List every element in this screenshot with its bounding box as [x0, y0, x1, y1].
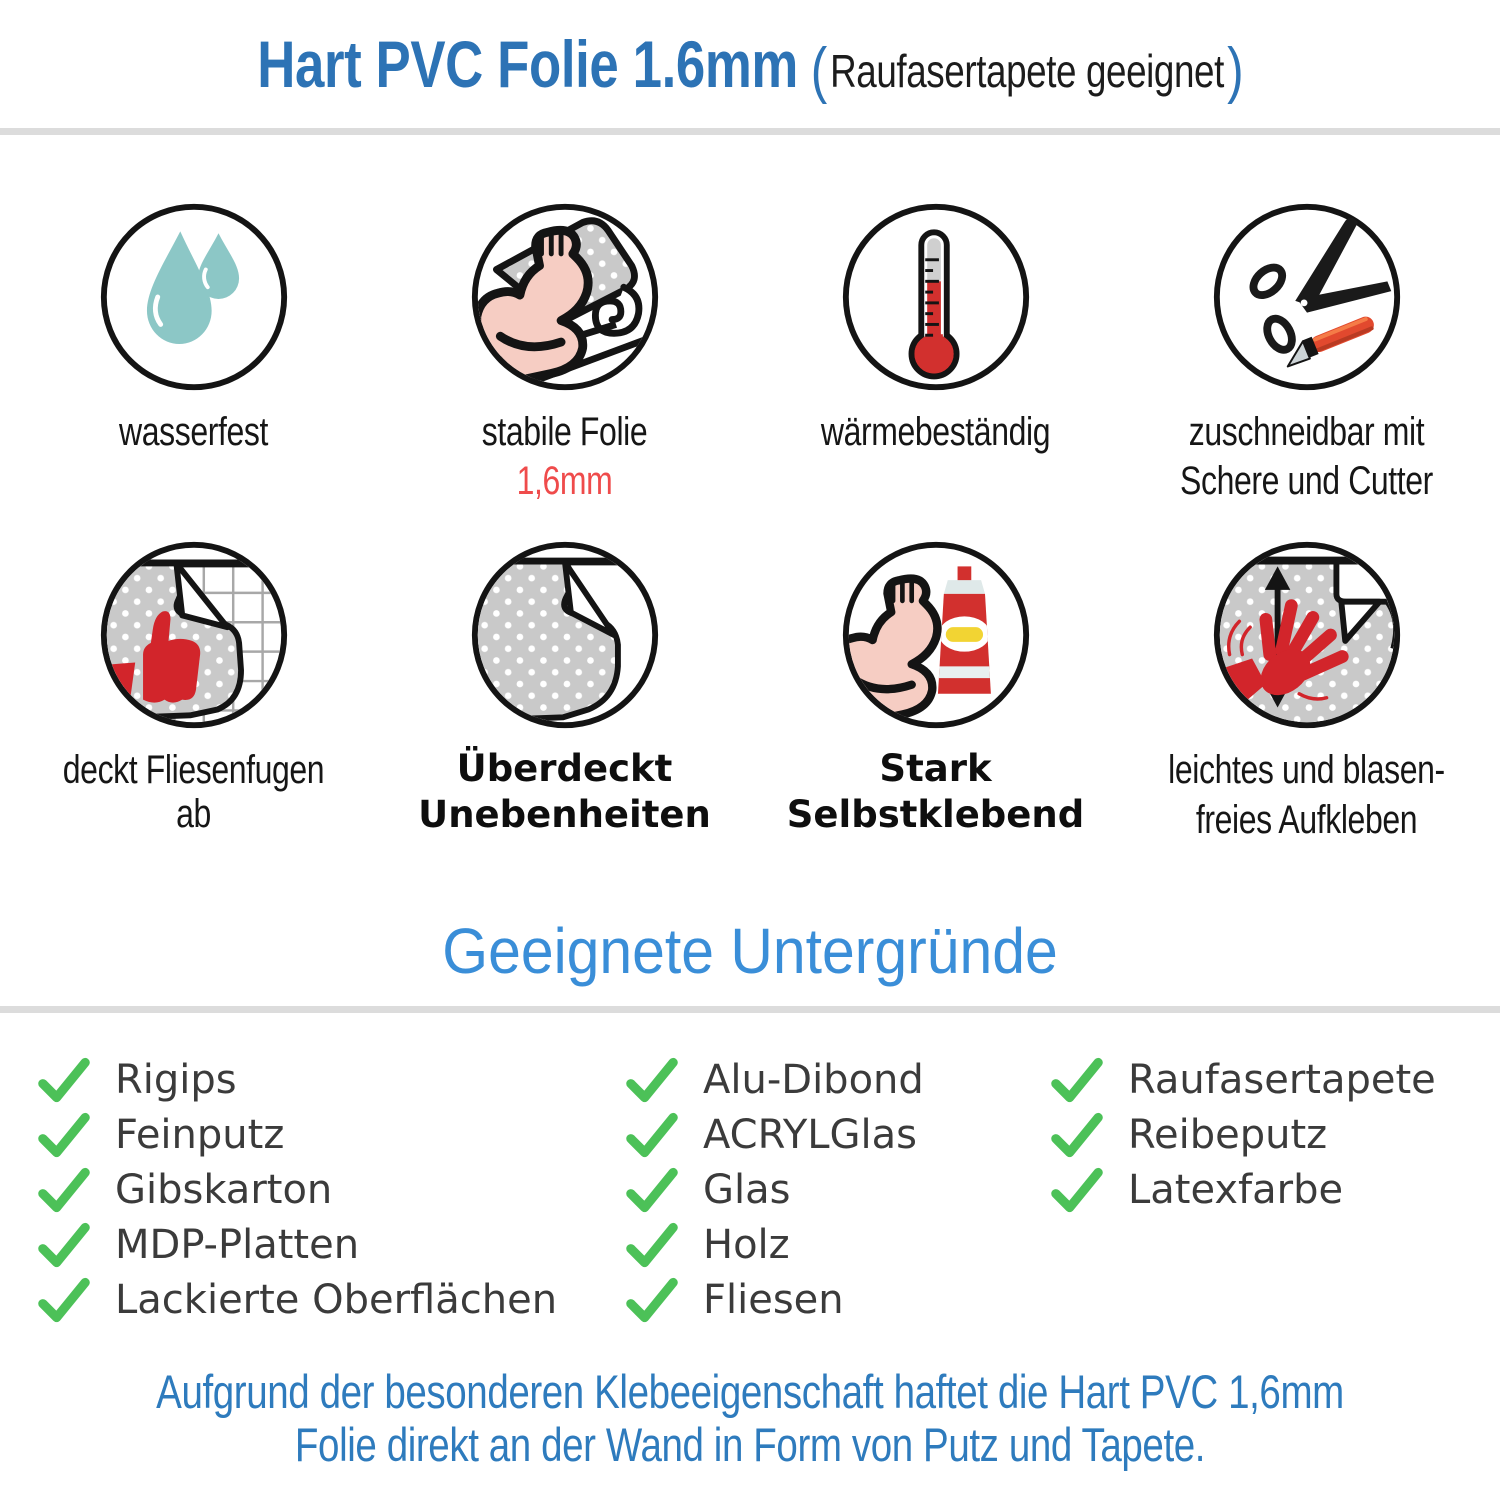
- substrates-column-1: [36, 1056, 624, 1323]
- substrate-label: Latexfarbe: [1128, 1166, 1344, 1213]
- list-item: [624, 1276, 1049, 1323]
- substrate-label: Lackierte Oberflächen: [115, 1276, 558, 1323]
- hand-smoothing-foil-icon: [1209, 537, 1405, 733]
- section-title: Geeignete Untergründe: [442, 914, 1058, 987]
- page-title: Hart PVC Folie 1.6mm: [256, 27, 798, 101]
- thermometer-icon: [838, 199, 1034, 395]
- header-line: [257, 26, 1243, 106]
- check-icon: [36, 1057, 92, 1103]
- feature-stable-foil: [379, 199, 750, 503]
- check-icon: [36, 1222, 92, 1268]
- feature-caption: deckt Fliesenfugen ab: [62, 748, 325, 836]
- check-icon: [624, 1057, 680, 1103]
- strong-arm-foil-icon: [467, 199, 663, 395]
- feature-heat-resistant: [750, 199, 1121, 503]
- footer-note: [0, 1365, 1500, 1472]
- check-icon: [36, 1112, 92, 1158]
- list-item: [624, 1221, 1049, 1268]
- feature-caption-2: freies Aufkleben: [1195, 797, 1418, 842]
- divider-top: [0, 128, 1500, 135]
- check-icon: [624, 1112, 680, 1158]
- check-icon: [1049, 1112, 1105, 1158]
- header: [0, 0, 1500, 106]
- substrate-label: MDP-Platten: [115, 1221, 360, 1268]
- substrates-column-3: [1049, 1056, 1500, 1321]
- feature-caption: wasserfest: [119, 410, 268, 454]
- list-item: [36, 1056, 624, 1103]
- strong-arm-glue-icon: [838, 537, 1034, 733]
- check-icon: [36, 1277, 92, 1323]
- thumb-up-tiles-icon: [96, 537, 292, 733]
- feature-self-adhesive: [750, 537, 1121, 841]
- feature-caption: wärmebeständig: [820, 410, 1051, 454]
- feature-caption-2: Selbstklebend: [786, 793, 1085, 837]
- feature-caption-2: Schere und Cutter: [1180, 459, 1433, 504]
- features-grid: [0, 199, 1500, 842]
- feature-caption: stabile Folie: [481, 410, 648, 454]
- feature-waterproof: [8, 199, 379, 503]
- substrate-label: Holz: [703, 1221, 790, 1268]
- substrate-label: Alu-Dibond: [703, 1056, 924, 1103]
- list-item: [1049, 1056, 1500, 1103]
- list-item: [36, 1221, 624, 1268]
- check-icon: [1049, 1057, 1105, 1103]
- list-item: [1049, 1166, 1500, 1213]
- feature-cuttable: [1121, 199, 1492, 503]
- check-icon: [624, 1167, 680, 1213]
- water-drops-icon: [96, 199, 292, 395]
- substrate-label: ACRYLGlas: [703, 1111, 918, 1158]
- substrate-label: Gibskarton: [115, 1166, 333, 1213]
- substrates-column-2: [624, 1056, 1049, 1323]
- check-icon: [624, 1277, 680, 1323]
- substrate-label: Feinputz: [115, 1111, 285, 1158]
- substrate-label: Reibeputz: [1128, 1111, 1328, 1158]
- substrates-list: [0, 1013, 1500, 1321]
- check-icon: [624, 1222, 680, 1268]
- check-icon: [36, 1167, 92, 1213]
- list-item: [624, 1111, 1049, 1158]
- list-item: [36, 1111, 624, 1158]
- list-item: [1049, 1111, 1500, 1158]
- divider-middle: [0, 1006, 1500, 1013]
- feature-caption: zuschneidbar mit: [1188, 410, 1425, 454]
- scissors-cutter-icon: [1209, 199, 1405, 395]
- paren-open: (: [810, 36, 827, 105]
- substrate-label: Rigips: [115, 1056, 237, 1103]
- feature-caption: Stark: [879, 747, 992, 791]
- feature-bubble-free: [1121, 537, 1492, 841]
- paren-close: ): [1226, 36, 1244, 105]
- list-item: [624, 1056, 1049, 1103]
- footer-line-1: Aufgrund der besonderen Klebeeigenschaft haftet die Hart PVC 1,6mm: [156, 1364, 1344, 1418]
- page-subtitle: Raufasertapete geeignet: [829, 45, 1224, 97]
- feature-caption-2: Unebenheiten: [418, 793, 711, 837]
- list-item: [36, 1276, 624, 1323]
- foil-covers-bumps-icon: [467, 537, 663, 733]
- footer-line-2: Folie direkt an der Wand in Form von Putz und Tapete.: [294, 1418, 1206, 1472]
- substrate-label: Raufasertapete: [1128, 1056, 1436, 1103]
- feature-caption: leichtes und blasen-: [1168, 748, 1445, 793]
- substrate-label: Glas: [703, 1166, 791, 1213]
- feature-thickness-label: 1,6mm: [516, 459, 613, 504]
- feature-caption: Überdeckt: [456, 747, 673, 791]
- feature-covers-unevenness: [379, 537, 750, 841]
- list-item: [36, 1166, 624, 1213]
- substrate-label: Fliesen: [703, 1276, 844, 1323]
- list-item: [624, 1166, 1049, 1213]
- feature-covers-tile-joints: [8, 537, 379, 841]
- check-icon: [1049, 1167, 1105, 1213]
